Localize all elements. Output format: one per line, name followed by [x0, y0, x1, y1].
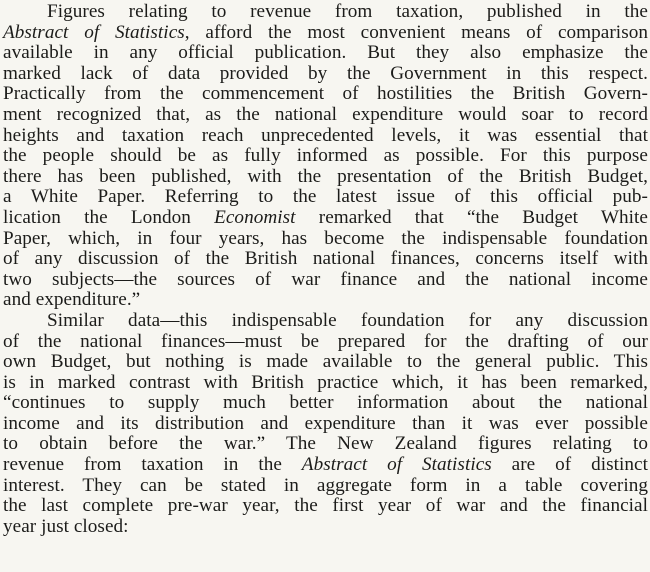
text-line: [3, 208, 648, 229]
text-line: [3, 393, 648, 414]
text-segment: ment recognized that, as the national expenditure would soar to record: [3, 103, 648, 125]
text-segment: a White Paper. Referring to the latest issue of this official pub-: [3, 186, 648, 208]
paragraph-2: [3, 311, 648, 538]
text-segment: available in any official publication. But they also emphasize the: [3, 42, 648, 64]
text-segment: the last complete pre-war year, the first year of war and the financial: [3, 495, 648, 517]
text-segment: to obtain before the war.” The New Zealand figures relating to: [3, 433, 648, 455]
text-line: [3, 332, 648, 353]
text-segment: , afford the most convenient means of comparison: [184, 21, 648, 43]
text-segment: “continues to supply much better information about the national: [3, 392, 648, 414]
text-segment: revenue from taxation in the: [3, 454, 302, 476]
text-line: [3, 187, 648, 208]
text-line: [3, 229, 648, 250]
text-segment: income and its distribution and expenditure than it was ever possible: [3, 412, 648, 434]
text-segment: own Budget, but nothing is made available to the general public. This: [3, 351, 648, 373]
text-line: [3, 2, 648, 23]
text-segment: there has been published, with the presentation of the British Budget,: [3, 165, 648, 187]
text-segment: and expenditure.”: [3, 289, 141, 311]
text-segment: Paper, which, in four years, has become the indispensable foundation: [3, 227, 648, 249]
publication-title: Abstract of Statistics: [3, 21, 185, 43]
text-segment: two subjects—the sources of war finance and the national income: [3, 268, 648, 290]
text-line: [3, 249, 648, 270]
text-line: [3, 311, 648, 332]
text-line: [3, 146, 648, 167]
publication-title: Abstract of Statistics: [301, 454, 492, 476]
text-line: [3, 64, 648, 85]
text-segment: marked lack of data provided by the Government in this respect.: [3, 62, 648, 84]
text-line: [3, 167, 648, 188]
text-segment: of any discussion of the British national finances, concerns itself with: [3, 248, 648, 270]
text-segment: the people should be as fully informed as possible. For this purpose: [3, 145, 648, 167]
text-line: [3, 290, 648, 311]
text-segment: Practically from the commencement of hostilities the British Govern-: [3, 83, 648, 105]
text-line: [3, 476, 648, 497]
text-segment: is in marked contrast with British practice which, it has been remarked,: [3, 371, 648, 393]
text-segment: are of distinct: [491, 454, 648, 476]
text-segment: Figures relating to revenue from taxation, published in the: [47, 1, 648, 22]
publication-title: Economist: [214, 206, 296, 228]
text-line: [3, 270, 648, 291]
text-line: [3, 373, 648, 394]
text-line: [3, 84, 648, 105]
text-line: [3, 496, 648, 517]
text-line: [3, 517, 648, 538]
document-page: [3, 2, 648, 537]
text-segment: of the national finances—must be prepared for the drafting of our: [3, 330, 648, 352]
text-segment: interest. They can be stated in aggregate form in a table covering: [3, 474, 648, 496]
text-segment: remarked that “the Budget White: [295, 206, 648, 228]
text-line: [3, 43, 648, 64]
text-line: [3, 23, 648, 44]
text-line: [3, 434, 648, 455]
text-line: [3, 105, 648, 126]
text-segment: year just closed:: [3, 515, 129, 537]
text-line: [3, 126, 648, 147]
text-segment: Similar data—this indispensable foundation for any discussion: [47, 309, 648, 331]
text-line: [3, 414, 648, 435]
text-segment: heights and taxation reach unprecedented levels, it was essential that: [3, 124, 648, 146]
text-segment: lication the London: [3, 206, 215, 228]
text-line: [3, 352, 648, 373]
text-line: [3, 455, 648, 476]
paragraph-1: [3, 2, 648, 311]
